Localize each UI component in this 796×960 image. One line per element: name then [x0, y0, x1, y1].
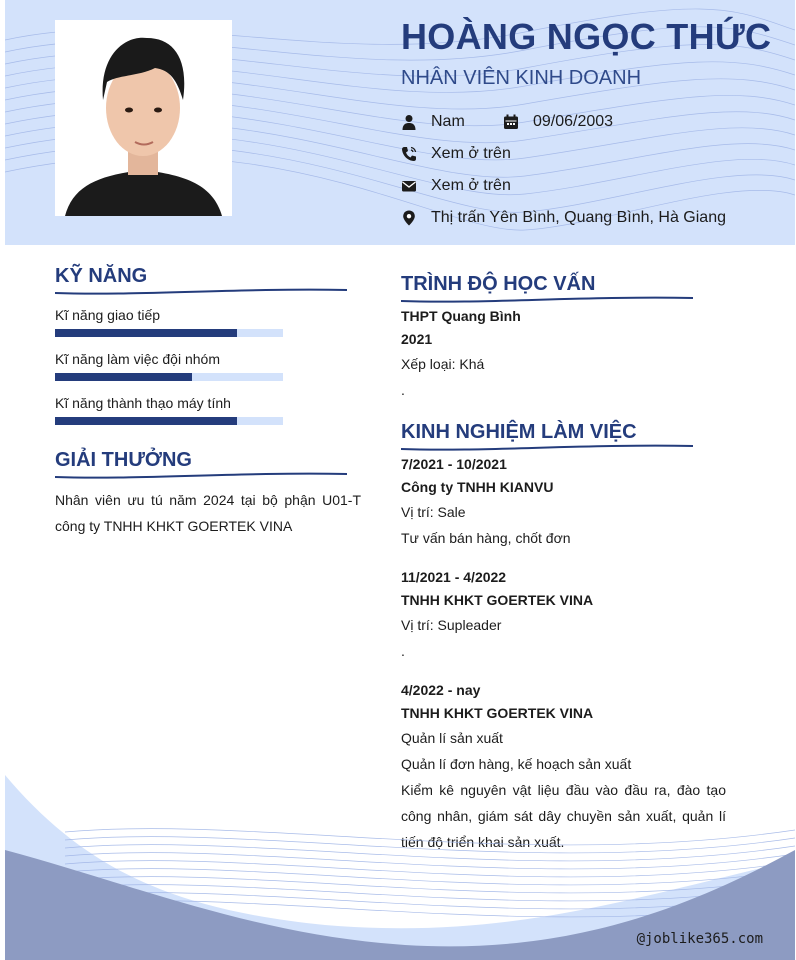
- email-row: [400, 177, 511, 195]
- job-detail: Quản lí đơn hàng, kế hoạch sản xuất: [401, 756, 632, 772]
- map-pin-icon: [400, 209, 418, 227]
- skill-bar-fill: [55, 417, 237, 425]
- job-detail: .: [401, 643, 405, 659]
- experience-heading-underline: [401, 443, 696, 453]
- email-value: Xem ở trên: [431, 177, 511, 194]
- awards-heading: GIẢI THƯỞNG: [55, 449, 192, 471]
- education-heading-underline: [401, 295, 696, 305]
- education-grade: Xếp loại: Khá: [401, 356, 485, 372]
- graduation-year: 2021: [401, 331, 433, 347]
- phone-value: Xem ở trên: [431, 145, 511, 162]
- skill-item: [55, 307, 283, 337]
- gender-row: [400, 113, 465, 131]
- job-period: 11/2021 - 4/2022: [401, 569, 507, 585]
- job-detail: Tư vấn bán hàng, chốt đơn: [401, 530, 571, 546]
- job-detail: Vị trí: Supleader: [401, 617, 502, 633]
- candidate-name: HOÀNG NGỌC THỨC: [401, 16, 772, 57]
- education-block: [401, 305, 726, 403]
- education-heading: TRÌNH ĐỘ HỌC VẤN: [401, 273, 596, 295]
- envelope-icon: [400, 177, 418, 195]
- address-row: [400, 209, 726, 227]
- skill-bar-fill: [55, 329, 237, 337]
- job-entry: [401, 566, 726, 664]
- dob-value: 09/06/2003: [533, 113, 614, 130]
- award-description: Nhân viên ưu tú năm 2024 tại bộ phận U01-T công ty TNHH KHKT GOERTEK VINA: [55, 492, 361, 534]
- school-name: THPT Quang Bình: [401, 308, 521, 324]
- job-company: TNHH KHKT GOERTEK VINA: [401, 705, 594, 721]
- job-detail: Quản lí sản xuất: [401, 730, 503, 746]
- footer-handle: @joblike365.com: [636, 931, 763, 947]
- job-detail: Vị trí: Sale: [401, 504, 466, 520]
- skills-heading-underline: [55, 287, 350, 297]
- skill-item: [55, 351, 283, 381]
- phone-icon: [400, 145, 418, 163]
- user-icon: [400, 113, 418, 131]
- address-value: Thị trấn Yên Bình, Quang Bình, Hà Giang: [431, 209, 726, 226]
- calendar-icon: [502, 113, 520, 131]
- gender-value: Nam: [431, 113, 465, 130]
- skill-item: [55, 395, 283, 425]
- dob-row: [502, 113, 613, 131]
- job-period: 4/2022 - nay: [401, 682, 481, 698]
- job-company: TNHH KHKT GOERTEK VINA: [401, 592, 594, 608]
- skill-bar-track: [55, 417, 283, 425]
- job-detail: Kiểm kê nguyên vật liệu đầu vào đầu ra, đào tạo công nhân, giám sát dây chuyền sản xuất, quản lí tiến độ triển khai sản xuất.: [401, 782, 726, 850]
- phone-row: [400, 145, 511, 163]
- skill-label: Kĩ năng thành thạo máy tính: [55, 395, 231, 411]
- job-company: Công ty TNHH KIANVU: [401, 479, 554, 495]
- skill-bar-track: [55, 329, 283, 337]
- skill-bar-fill: [55, 373, 192, 381]
- awards-heading-underline: [55, 471, 350, 481]
- skills-heading: KỸ NĂNG: [55, 265, 148, 287]
- skill-label: Kĩ năng giao tiếp: [55, 307, 161, 323]
- profile-photo: [55, 20, 232, 216]
- job-entry: [401, 453, 726, 551]
- skill-label: Kĩ năng làm việc đội nhóm: [55, 351, 220, 367]
- job-period: 7/2021 - 10/2021: [401, 456, 507, 472]
- avatar: [55, 20, 232, 216]
- job-title: NHÂN VIÊN KINH DOANH: [401, 67, 642, 89]
- education-note: .: [401, 382, 405, 398]
- footer-wave-decoration: [5, 760, 795, 960]
- experience-heading: KINH NGHIỆM LÀM VIỆC: [401, 421, 637, 443]
- skill-bar-track: [55, 373, 283, 381]
